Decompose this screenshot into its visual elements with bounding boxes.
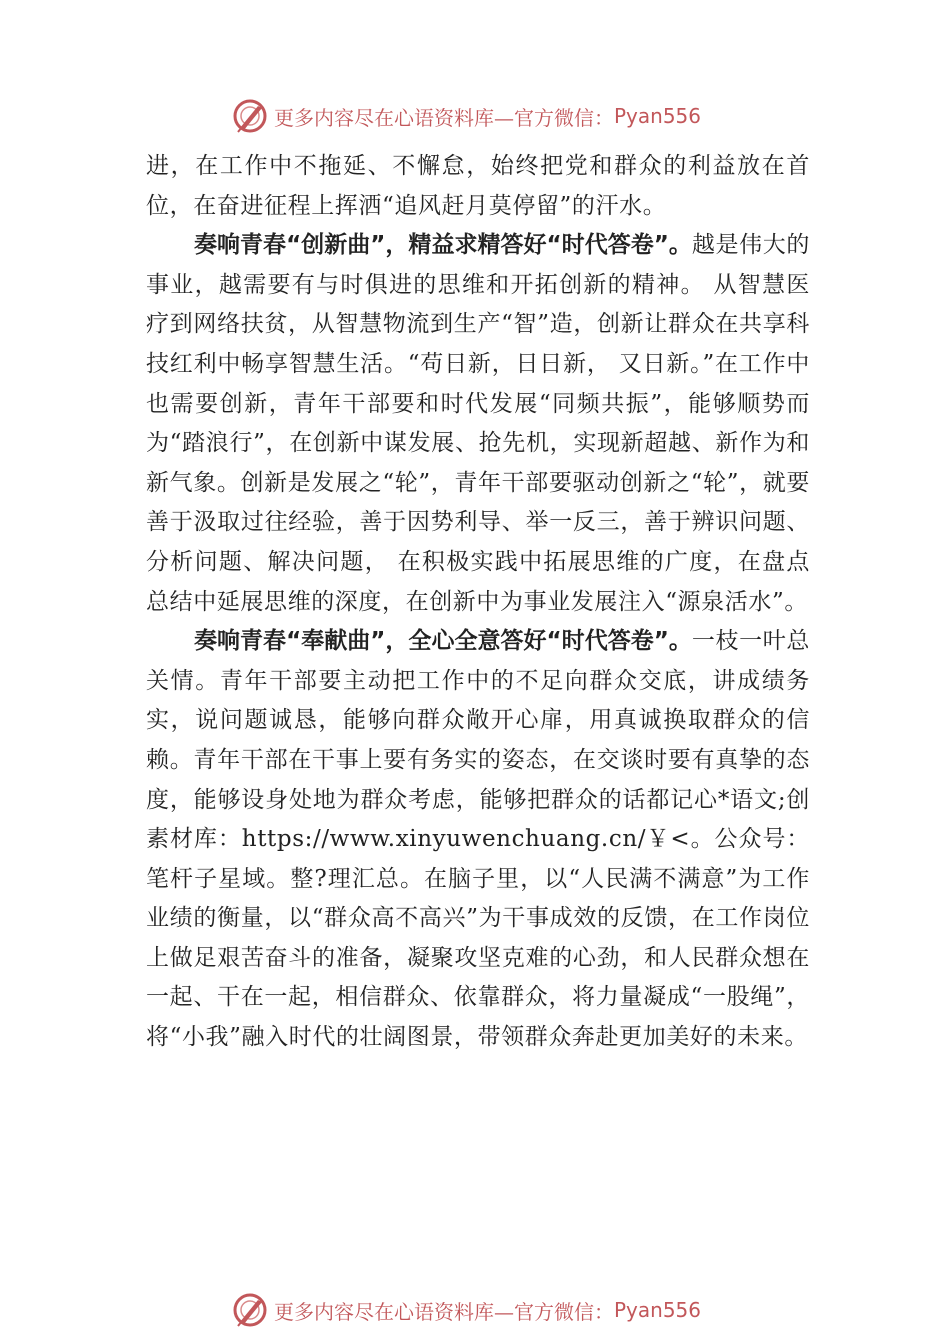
paragraph-text: 越是伟大的事业，越需要有与时俱进的思维和开拓创新的精神。 从智慧医疗到网络扶贫，从智慧物流到生产“智”造，创新让群众在共享科技红利中畅享智慧生活。“苟日新，日日新， 又日新。”在工作中也需要创新，青年干部要和时代发展“同频共振”，能够顺势而为“踏浪行”，在创新中谋发展、抢先机，实现新超越、新作为和新气象。创新是发展之“轮”，青年干部要驱动创新之“轮”，就要善于汲取过往经验，善于因势利导、举一反三，善于辨识问题、分析问题、解决问题， 在积极实践中拓展思维的广度，在盘点总结中延展思维的深度，在创新中为事业发展注入“源泉活水”。 bbox=[146, 232, 811, 615]
paragraph-dedication bbox=[146, 622, 810, 1058]
paragraph-heading: 奏响青春“奉献曲”，全心全意答好“时代答卷”。 bbox=[194, 628, 692, 655]
watermark-handle: Pyan556 bbox=[614, 104, 702, 128]
paragraph-continued bbox=[146, 147, 810, 226]
footer-watermark bbox=[230, 1290, 701, 1330]
watermark-text: 更多内容尽在心语资料库—官方微信： bbox=[274, 1299, 614, 1324]
paragraph-text: 进，在工作中不拖延、不懈怠，始终把党和群众的利益放在首位，在奋进征程上挥洒“追风赶月莫停留”的汗水。 bbox=[146, 153, 810, 219]
document-body bbox=[146, 147, 810, 1058]
paragraph-innovation bbox=[146, 226, 810, 622]
paragraph-heading: 奏响青春“创新曲”，精益求精答好“时代答卷”。 bbox=[194, 232, 692, 259]
header-watermark bbox=[230, 96, 701, 136]
quill-pen-seal-icon bbox=[230, 96, 270, 136]
watermark-handle: Pyan556 bbox=[614, 1298, 702, 1322]
watermark-text: 更多内容尽在心语资料库—官方微信： bbox=[274, 105, 614, 130]
quill-pen-seal-icon bbox=[230, 1290, 270, 1330]
paragraph-text: 一枝一叶总关情。青年干部要主动把工作中的不足向群众交底，讲成绩务实，说问题诚恳，能够向群众敞开心扉，用真诚换取群众的信赖。青年干部在干事上要有务实的姿态，在交谈时要有真挚的态度，能够设身处地为群众考虑，能够把群众的话都记心*语文;创素材库：https://www.xinyuwenchuang.cn/￥<。公众号：笔杆子星域。整?理汇总。在脑子里，以“人民满不满意”为工作业绩的衡量，以“群众高不高兴”为干事成效的反馈，在工作岗位上做足艰苦奋斗的准备，凝聚攻坚克难的心劲，和人民群众想在一起、干在一起，相信群众、依靠群众，将力量凝成“一股绳”，将“小我”融入时代的壮阔图景，带领群众奔赴更加美好的未来。 bbox=[146, 628, 811, 1051]
